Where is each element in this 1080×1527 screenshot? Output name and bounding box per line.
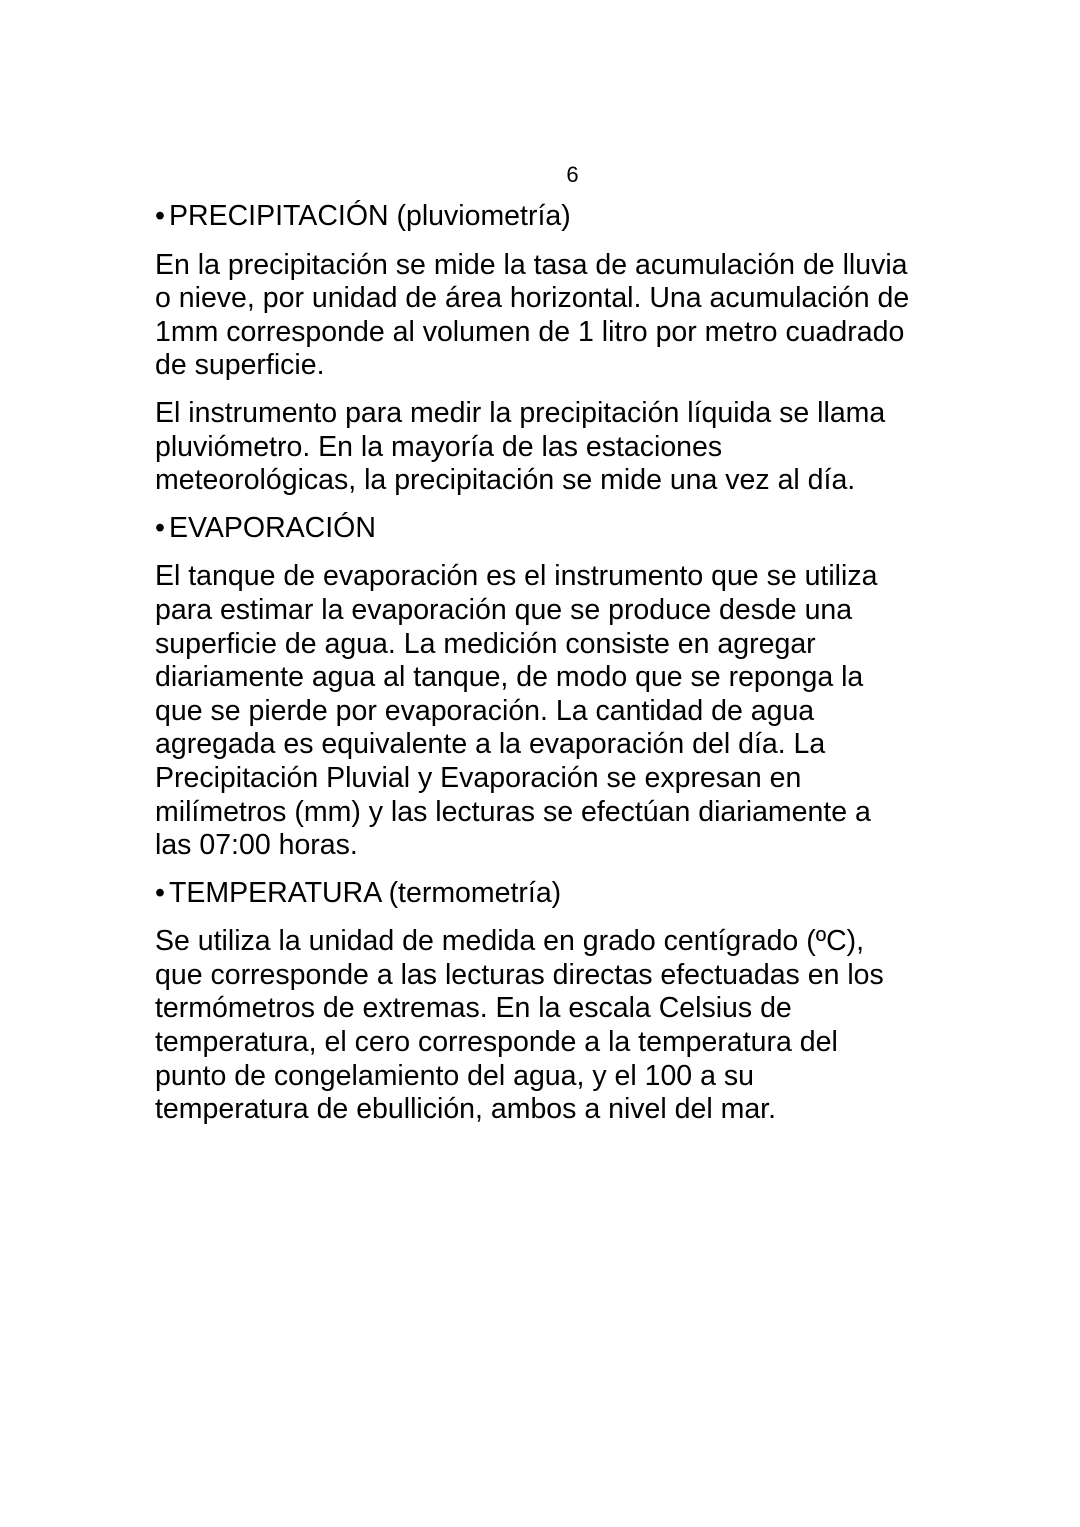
document-body <box>155 200 935 1141</box>
paragraph <box>155 560 935 876</box>
section-heading <box>155 877 935 926</box>
paragraph <box>155 249 935 397</box>
text-line: temperatura de ebullición, ambos a nivel del mar. <box>155 1093 777 1126</box>
text-line: Precipitación Pluvial y Evaporación se expresan en <box>155 761 802 794</box>
text-line: milímetros (mm) y las lecturas se efectúan diariamente a <box>155 795 871 828</box>
section-heading <box>155 512 935 561</box>
text-line: 1mm corresponde al volumen de 1 litro por metro cuadrado <box>155 315 905 348</box>
section-precipitacion <box>155 200 935 512</box>
text-line: El tanque de evaporación es el instrumento que se utiliza <box>155 560 878 593</box>
section-temperatura <box>155 877 935 1141</box>
text-line: meteorológicas, la precipitación se mide una vez al día. <box>155 464 856 497</box>
text-line: agregada es equivalente a la evaporación del día. La <box>155 728 826 761</box>
text-line: superficie de agua. La medición consiste en agregar <box>155 627 816 660</box>
text-line: En la precipitación se mide la tasa de acumulación de lluvia <box>155 248 908 281</box>
text-line: para estimar la evaporación que se produce desde una <box>155 593 853 626</box>
page-number: 6 <box>566 162 579 187</box>
text-line: o nieve, por unidad de área horizontal. Una acumulación de <box>155 282 910 315</box>
text-line: de superficie. <box>155 349 325 382</box>
text-line: temperatura, el cero corresponde a la temperatura del <box>155 1026 838 1059</box>
text-line: pluviómetro. En la mayoría de las estaciones <box>155 430 723 463</box>
heading-text: TEMPERATURA (termometría) <box>168 876 562 909</box>
text-line: las 07:00 horas. <box>155 829 358 862</box>
bullet-icon: • <box>155 511 165 544</box>
paragraph <box>155 397 935 512</box>
text-line: diariamente agua al tanque, de modo que se reponga la <box>155 661 864 694</box>
text-line: El instrumento para medir la precipitación líquida se llama <box>155 396 886 429</box>
text-line: que se pierde por evaporación. La cantidad de agua <box>155 694 815 727</box>
text-line: Se utiliza la unidad de medida en grado centígrado (ºC), <box>155 925 865 958</box>
text-line: punto de congelamiento del agua, y el 100 a su <box>155 1059 754 1092</box>
text-line: que corresponde a las lecturas directas efectuadas en los <box>155 958 884 991</box>
heading-text: EVAPORACIÓN <box>168 511 376 544</box>
paragraph <box>155 925 935 1141</box>
heading-text: PRECIPITACIÓN (pluviometría) <box>168 200 571 232</box>
bullet-icon: • <box>155 200 165 232</box>
section-heading <box>155 200 935 249</box>
bullet-icon: • <box>155 876 165 909</box>
section-evaporacion <box>155 512 935 877</box>
text-line: termómetros de extremas. En la escala Celsius de <box>155 992 792 1025</box>
